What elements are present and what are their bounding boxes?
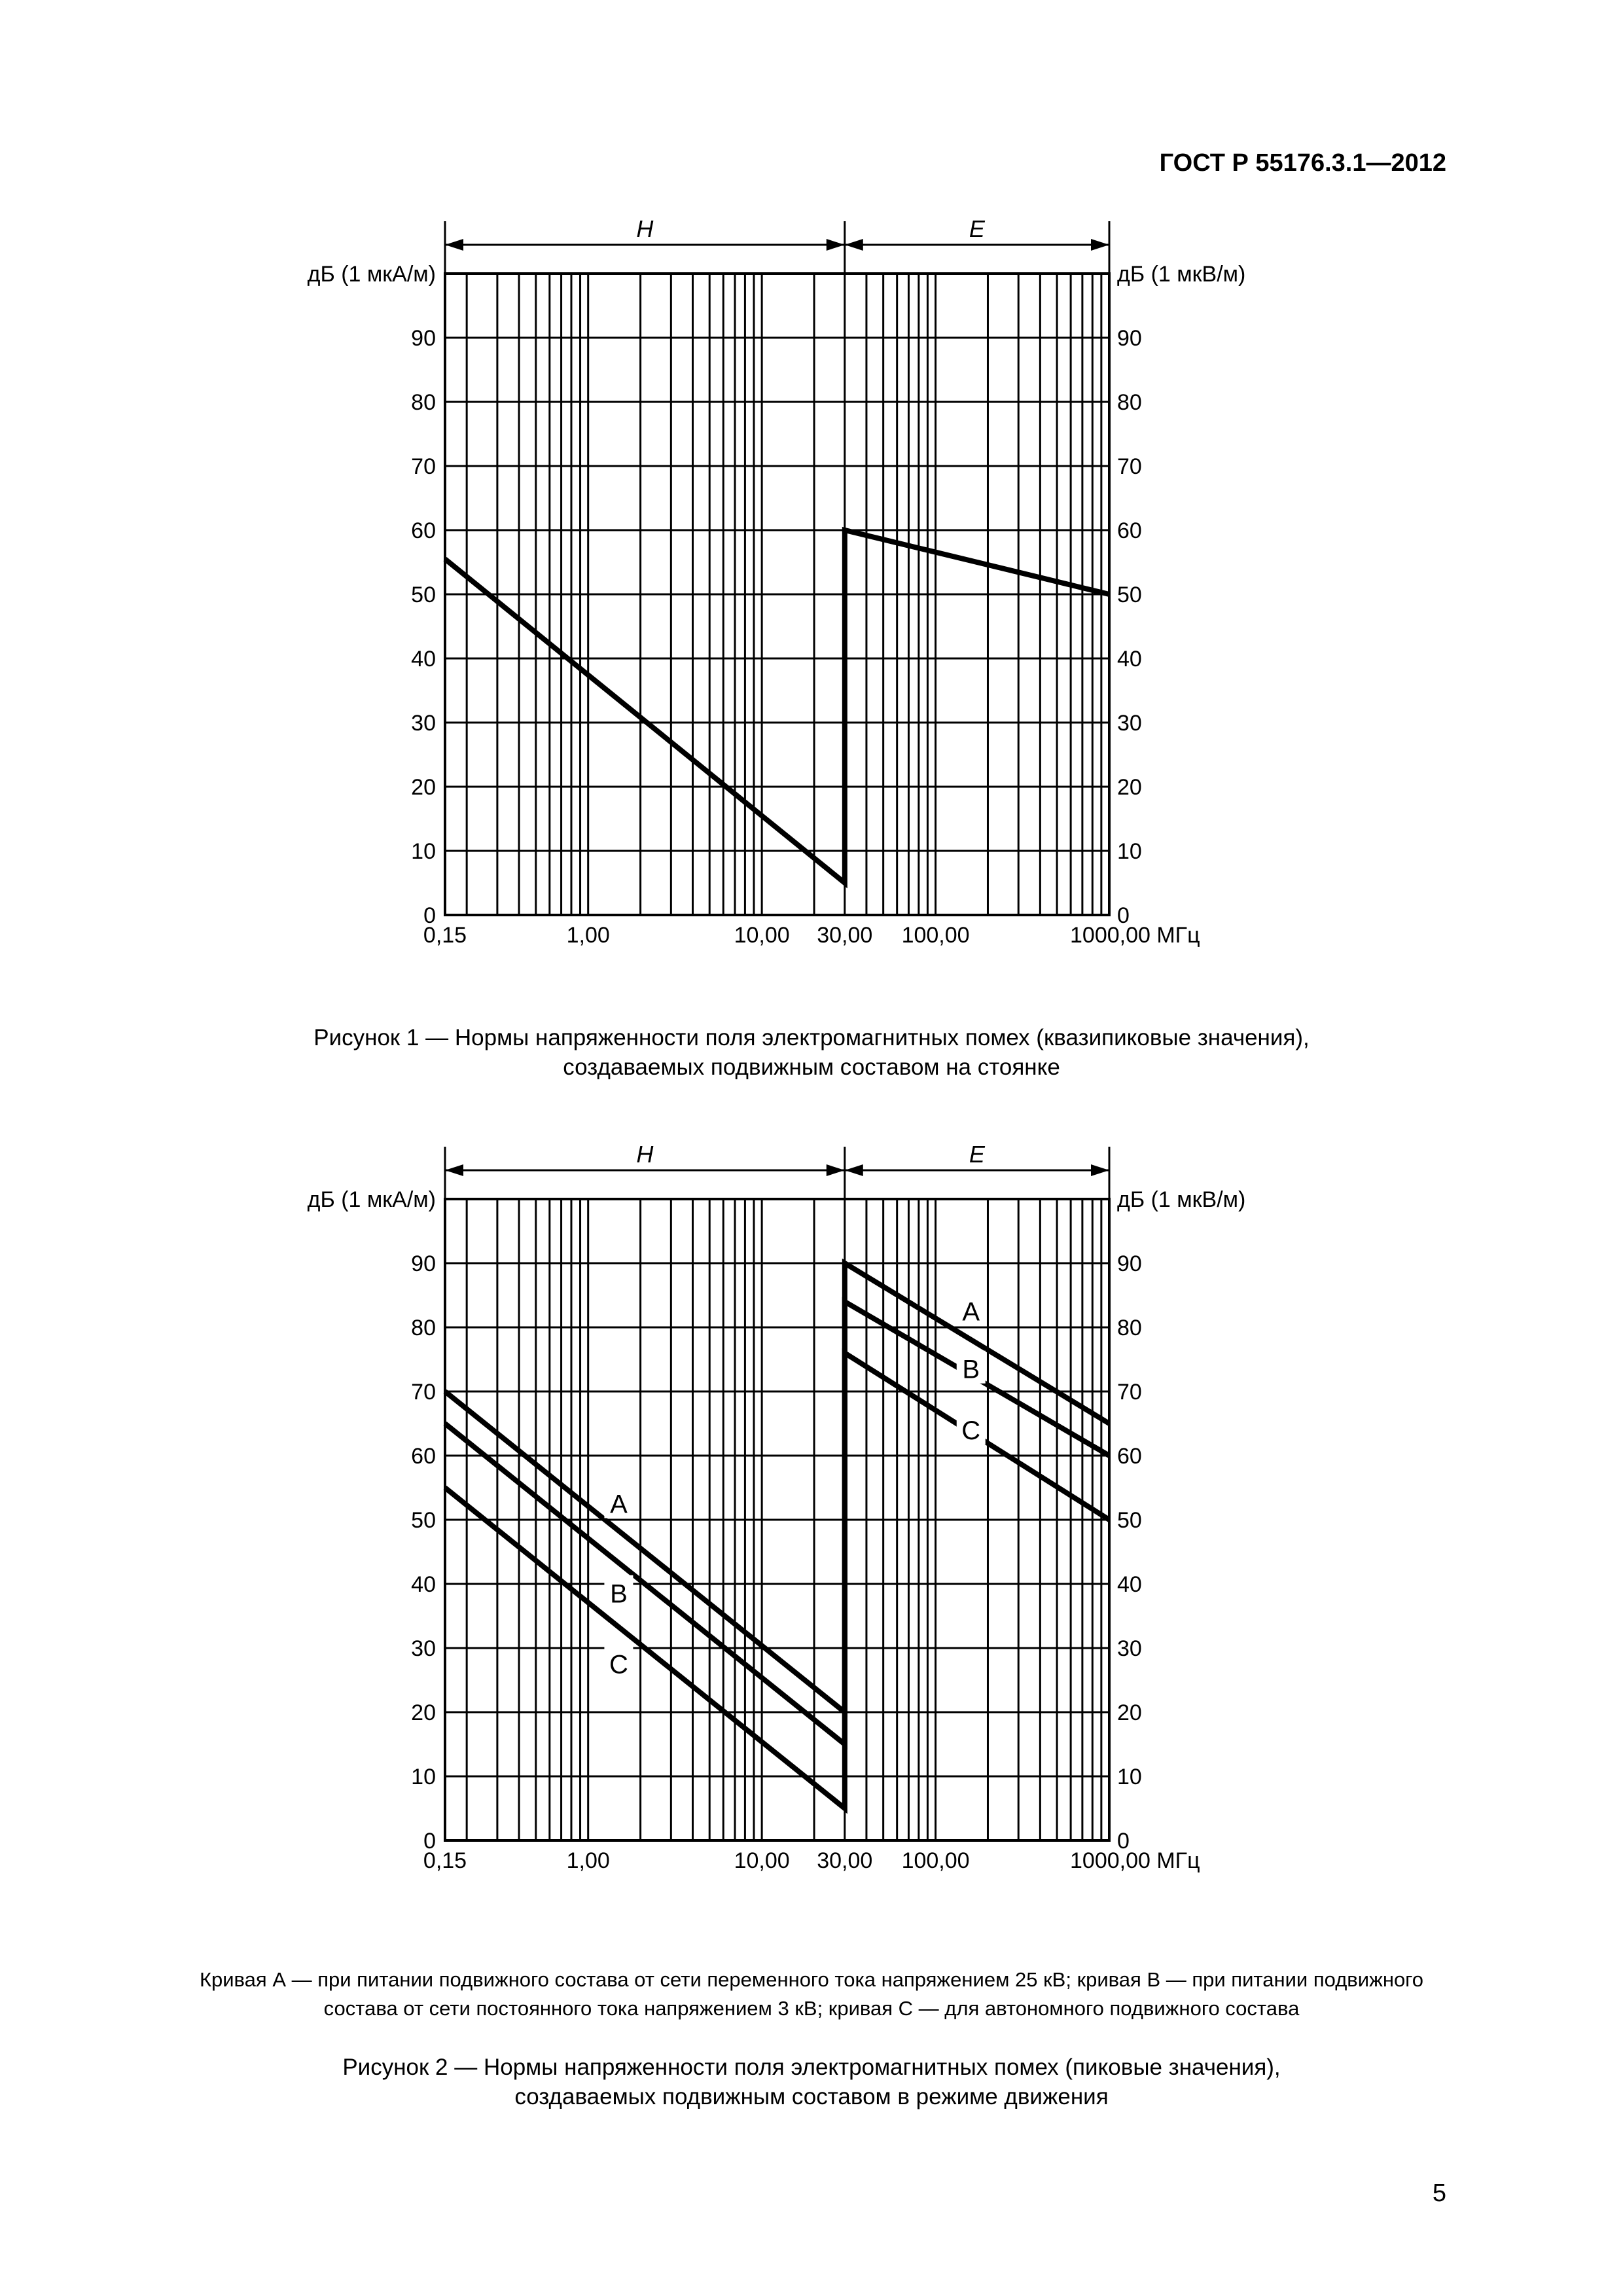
band-arrowhead (845, 239, 863, 251)
band-label: E (969, 215, 985, 242)
y-tick-label-left: 20 (411, 775, 436, 800)
curve-label: A (610, 1490, 628, 1519)
y-tick-label-left: 30 (411, 1636, 436, 1661)
y-tick-label-left: 70 (411, 1380, 436, 1405)
x-tick-label: 1,00 (566, 923, 610, 948)
curve-label: B (962, 1355, 980, 1384)
figure-1-caption (0, 1023, 1623, 1082)
band-arrowhead (845, 1164, 863, 1176)
y-tick-label-left: 80 (411, 390, 436, 415)
y-tick-label-right: 80 (1117, 390, 1142, 415)
figure-1-chart (0, 208, 1623, 967)
y-tick-label-left: 40 (411, 1572, 436, 1597)
y-tick-label-right: 40 (1117, 647, 1142, 672)
figure-1-caption-line-1: Рисунок 1 — Нормы напряженности поля электромагнитных помех (квазипиковые значения), (313, 1025, 1310, 1050)
x-tick-label: 1000,00 МГц (1070, 923, 1200, 948)
y-tick-label-left: 60 (411, 1444, 436, 1469)
y-axis-label-right: дБ (1 мкВ/м) (1117, 262, 1246, 287)
y-tick-label-right: 10 (1117, 1765, 1142, 1789)
curve-label: C (609, 1650, 628, 1679)
document-number: ГОСТ Р 55176.3.1—2012 (1159, 149, 1446, 177)
y-tick-label-left: 40 (411, 647, 436, 672)
y-axis-label-right: дБ (1 мкВ/м) (1117, 1187, 1246, 1212)
page-number: 5 (1432, 2179, 1446, 2207)
figure-2-note-line-2: состава от сети постоянного тока напряжением 3 кВ; кривая С — для автономного подвижного состава (323, 1997, 1300, 2020)
figure-2-caption-line-2: создаваемых подвижным составом в режиме движения (514, 2084, 1109, 2109)
x-tick-label: 1000,00 МГц (1070, 1848, 1200, 1873)
y-tick-label-left: 10 (411, 1765, 436, 1789)
y-tick-label-right: 90 (1117, 1251, 1142, 1276)
x-tick-label: 0,15 (423, 1848, 467, 1873)
y-tick-label-right: 70 (1117, 454, 1142, 479)
y-tick-label-right: 30 (1117, 711, 1142, 736)
figure-2-caption-line-1: Рисунок 2 — Нормы напряженности поля электромагнитных помех (пиковые значения), (342, 2054, 1281, 2080)
x-tick-label: 1,00 (566, 1848, 610, 1873)
figure-2-chart (0, 1140, 1623, 1932)
y-tick-label-left: 10 (411, 839, 436, 864)
y-tick-label-left: 60 (411, 518, 436, 543)
figure-2-note (0, 1965, 1623, 2023)
y-tick-label-right: 50 (1117, 1508, 1142, 1533)
x-tick-label: 30,00 (817, 1848, 873, 1873)
y-tick-label-left: 90 (411, 326, 436, 351)
y-tick-label-left: 50 (411, 583, 436, 607)
band-arrowhead (445, 1164, 463, 1176)
x-tick-label: 100,00 (901, 1848, 970, 1873)
y-tick-label-left: 0 (423, 903, 436, 928)
x-tick-label: 100,00 (901, 923, 970, 948)
x-tick-label: 0,15 (423, 923, 467, 948)
band-arrowhead (827, 239, 845, 251)
y-tick-label-right: 80 (1117, 1316, 1142, 1340)
series-line-A (445, 1263, 1109, 1712)
series-line-1 (445, 530, 1109, 883)
band-label: E (969, 1141, 985, 1168)
y-axis-label-left: дБ (1 мкА/м) (307, 262, 436, 287)
figure-2-note-line-1: Кривая А — при питании подвижного состава от сети переменного тока напряжением 25 кВ; кривая В — при питании подвижного (199, 1968, 1424, 1991)
series-line-C (445, 1353, 1109, 1808)
y-tick-label-left: 80 (411, 1316, 436, 1340)
figure-1-caption-line-2: создаваемых подвижным составом на стоянке (563, 1054, 1060, 1080)
curve-label: C (961, 1416, 981, 1445)
y-tick-label-right: 20 (1117, 1700, 1142, 1725)
curve-label: A (962, 1297, 980, 1327)
y-tick-label-left: 90 (411, 1251, 436, 1276)
x-tick-label: 30,00 (817, 923, 873, 948)
band-label: H (636, 215, 654, 242)
x-tick-label: 10,00 (734, 923, 790, 948)
curve-label: B (610, 1579, 628, 1609)
y-tick-label-left: 30 (411, 711, 436, 736)
y-tick-label-right: 60 (1117, 1444, 1142, 1469)
y-tick-label-left: 0 (423, 1829, 436, 1854)
y-tick-label-right: 60 (1117, 518, 1142, 543)
y-tick-label-right: 10 (1117, 839, 1142, 864)
y-tick-label-right: 50 (1117, 583, 1142, 607)
y-tick-label-right: 70 (1117, 1380, 1142, 1405)
band-label: H (636, 1141, 654, 1168)
y-tick-label-right: 90 (1117, 326, 1142, 351)
y-tick-label-left: 20 (411, 1700, 436, 1725)
y-tick-label-right: 0 (1117, 903, 1130, 928)
y-tick-label-right: 40 (1117, 1572, 1142, 1597)
y-tick-label-left: 70 (411, 454, 436, 479)
x-tick-label: 10,00 (734, 1848, 790, 1873)
figure-2-caption (0, 2053, 1623, 2111)
band-arrowhead (1091, 1164, 1109, 1176)
y-axis-label-left: дБ (1 мкА/м) (307, 1187, 436, 1212)
y-tick-label-right: 0 (1117, 1829, 1130, 1854)
band-arrowhead (445, 239, 463, 251)
y-tick-label-left: 50 (411, 1508, 436, 1533)
band-arrowhead (1091, 239, 1109, 251)
series-line-B (445, 1302, 1109, 1744)
y-tick-label-right: 20 (1117, 775, 1142, 800)
band-arrowhead (827, 1164, 845, 1176)
y-tick-label-right: 30 (1117, 1636, 1142, 1661)
